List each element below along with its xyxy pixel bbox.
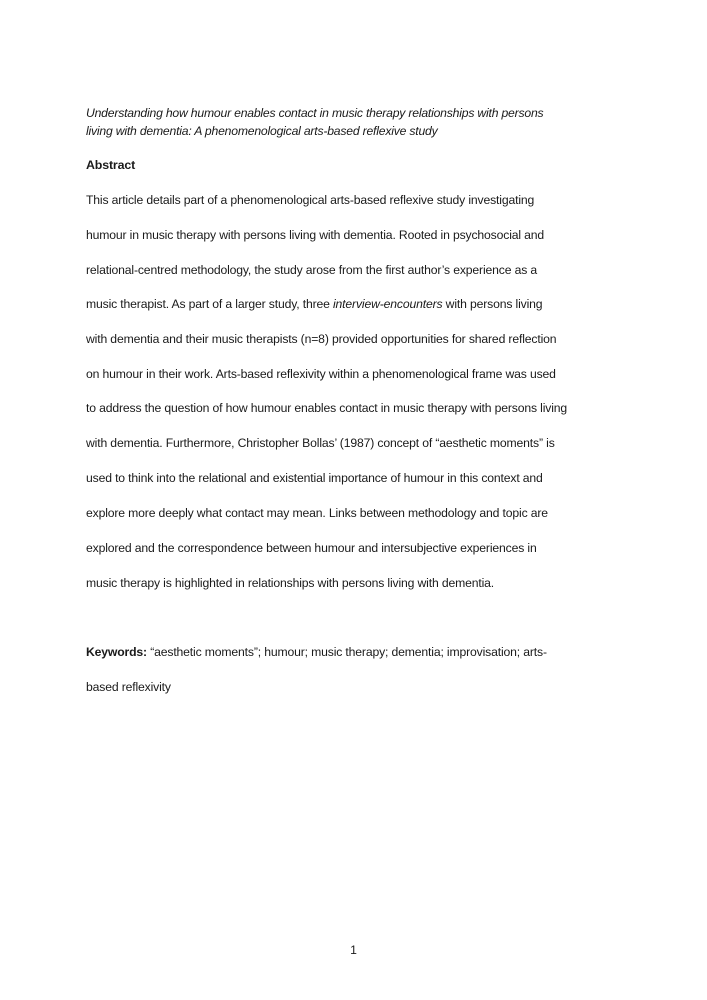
keywords-line-2: based reflexivity (86, 680, 171, 694)
abstract-line: music therapy is highlighted in relationships with persons living with dementia. (86, 576, 495, 590)
abstract-line: with dementia and their music therapists (n=8) provided opportunities for shared reflection (86, 332, 557, 346)
keywords-list: “aesthetic moments”; humour; music therapy; dementia; improvisation; arts- (146, 645, 547, 659)
abstract-line: used to think into the relational and existential importance of humour in this context and (86, 471, 543, 485)
abstract-text: with persons living (442, 297, 543, 311)
keywords-label: Keywords: (86, 645, 147, 659)
abstract-line (86, 296, 542, 312)
abstract-line: to address the question of how humour enables contact in music therapy with persons living (86, 401, 568, 415)
abstract-line: This article details part of a phenomenological arts-based reflexive study investigating (86, 193, 535, 207)
abstract-heading: Abstract (86, 158, 136, 172)
abstract-line: with dementia. Furthermore, Christopher Bollas’ (1987) concept of “aesthetic moments” is (86, 436, 555, 450)
abstract-line: relational-centred methodology, the study arose from the first author’s experience as a (86, 263, 538, 277)
abstract-text: music therapist. As part of a larger study, three (86, 297, 333, 311)
abstract-line: explore more deeply what contact may mean. Links between methodology and topic are (86, 506, 548, 520)
paper-title-line-2: living with dementia: A phenomenological arts-based reflexive study (86, 124, 438, 138)
page-number: 1 (350, 943, 357, 957)
paper-title-line-1: Understanding how humour enables contact in music therapy relationships with persons (86, 106, 544, 120)
abstract-line: explored and the correspondence between humour and intersubjective experiences in (86, 541, 537, 555)
keywords-line-1 (86, 644, 547, 660)
abstract-line: on humour in their work. Arts-based reflexivity within a phenomenological frame was used (86, 367, 556, 381)
abstract-emphasis: interview-encounters (332, 297, 443, 311)
abstract-line: humour in music therapy with persons living with dementia. Rooted in psychosocial and (86, 228, 545, 242)
